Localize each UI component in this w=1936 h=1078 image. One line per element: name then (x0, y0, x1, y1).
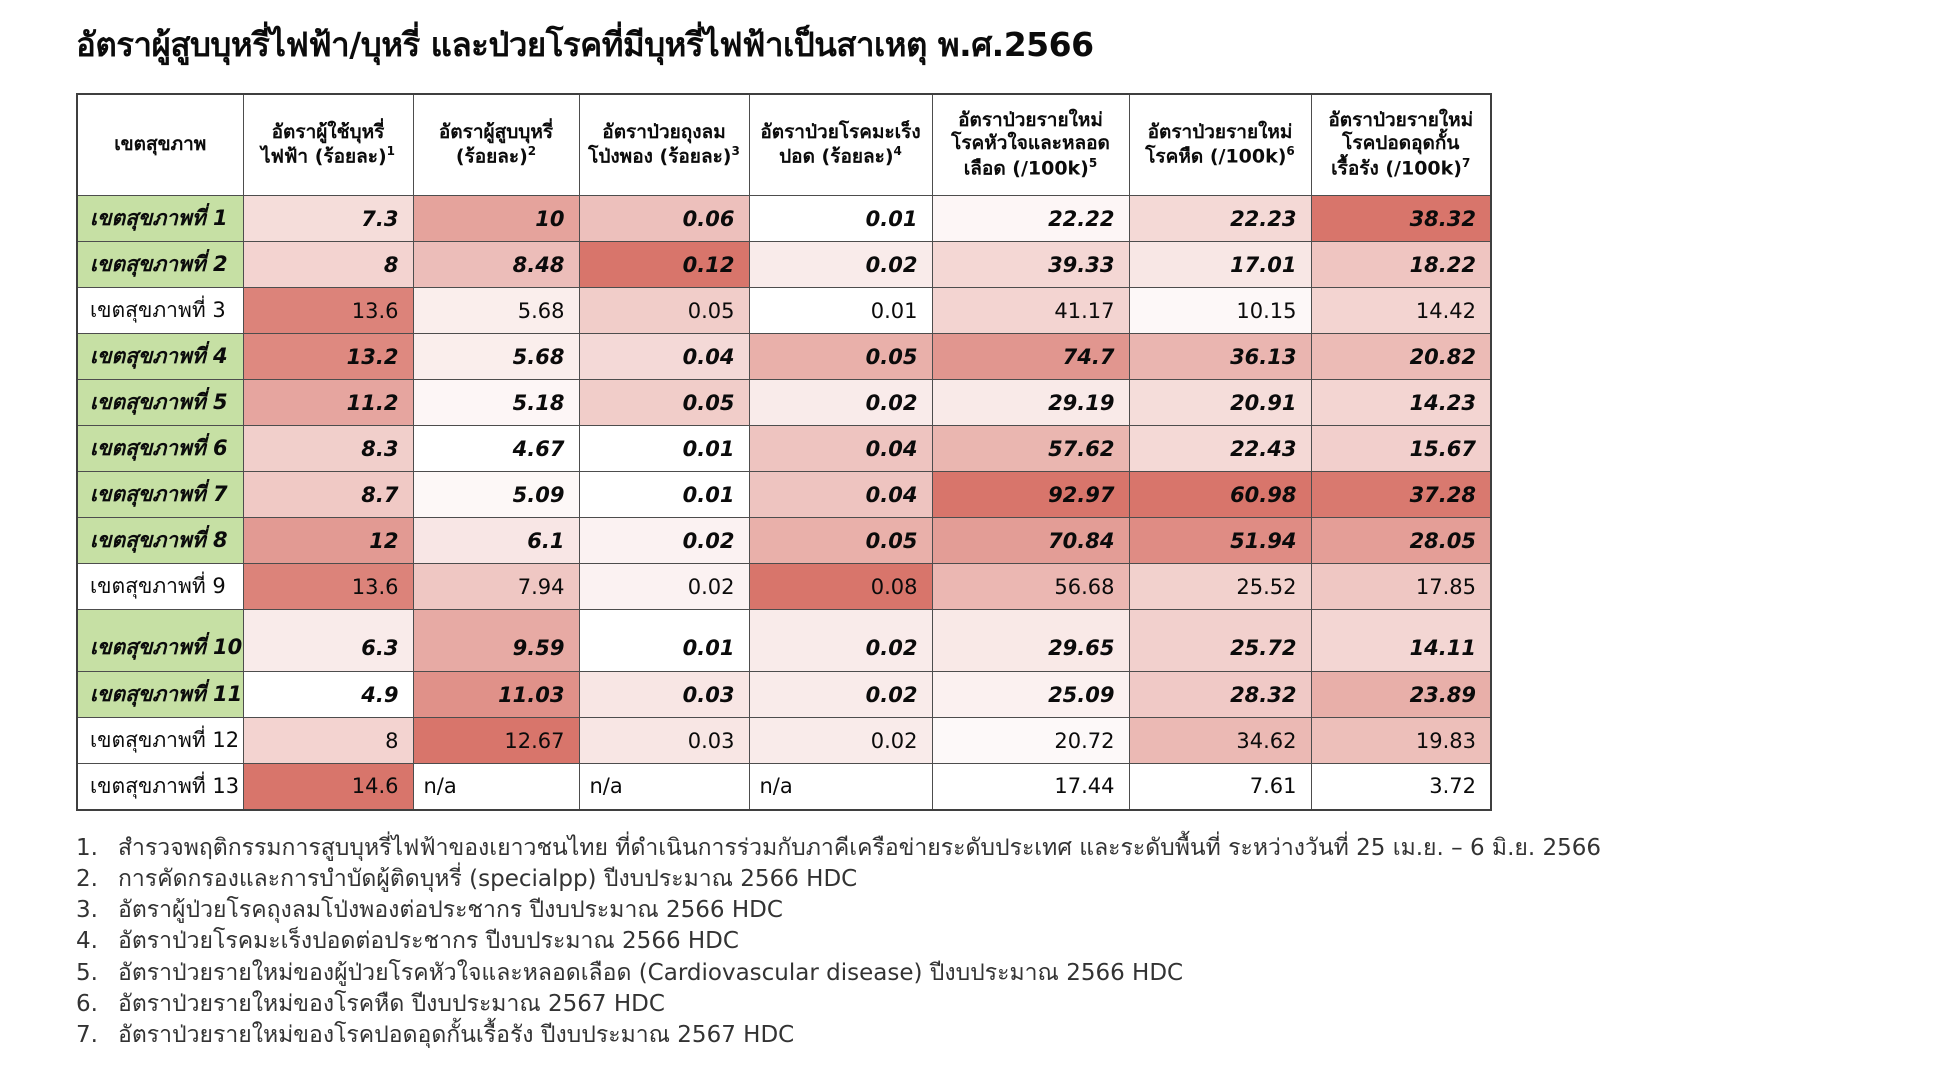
value-cell: 22.23 (1129, 196, 1311, 242)
value-cell: 25.52 (1129, 564, 1311, 610)
column-header-region: เขตสุขภาพ (77, 94, 243, 196)
footnote-text: อัตราป่วยโรคมะเร็งปอดต่อประชากร ปีงบประมาณ 2566 HDC (118, 928, 739, 955)
value-cell: 0.02 (579, 518, 749, 564)
value-cell: 14.23 (1311, 380, 1491, 426)
value-cell: 17.44 (932, 764, 1129, 810)
table-row (77, 518, 1491, 564)
table-header (77, 94, 1491, 196)
footnote-item (76, 958, 1490, 989)
value-cell: 0.04 (749, 472, 932, 518)
value-cell: 37.28 (1311, 472, 1491, 518)
value-cell: n/a (413, 764, 579, 810)
value-cell: 92.97 (932, 472, 1129, 518)
column-header: อัตราป่วยโรคมะเร็ง ปอด (ร้อยละ)$^4$ (749, 94, 932, 196)
table-row (77, 380, 1491, 426)
value-cell: 22.43 (1129, 426, 1311, 472)
value-cell: 7.61 (1129, 764, 1311, 810)
value-cell: 39.33 (932, 242, 1129, 288)
footnote-item (76, 989, 1490, 1020)
column-header: อัตราป่วยรายใหม่ โรคหืด $(/100k)^6$ (1129, 94, 1311, 196)
value-cell: 11.2 (243, 380, 413, 426)
column-header: อัตราผู้ใช้บุหรี่ ไฟฟ้า (ร้อยละ)$^1$ (243, 94, 413, 196)
value-cell: 14.6 (243, 764, 413, 810)
value-cell: 28.05 (1311, 518, 1491, 564)
value-cell: 7.3 (243, 196, 413, 242)
value-cell: 4.9 (243, 672, 413, 718)
value-cell: 7.94 (413, 564, 579, 610)
value-cell: 10.15 (1129, 288, 1311, 334)
column-header: อัตราผู้สูบบุหรี่ (ร้อยละ)$^2$ (413, 94, 579, 196)
table-row (77, 472, 1491, 518)
region-cell: เขตสุขภาพที่ 3 (77, 288, 243, 334)
value-cell: 36.13 (1129, 334, 1311, 380)
table-row (77, 610, 1491, 672)
region-cell: เขตสุขภาพที่ 4 (77, 334, 243, 380)
value-cell: 57.62 (932, 426, 1129, 472)
value-cell: 12.67 (413, 718, 579, 764)
value-cell: 20.72 (932, 718, 1129, 764)
value-cell: 0.01 (579, 426, 749, 472)
footnote-item (76, 1020, 1490, 1051)
value-cell: 13.6 (243, 564, 413, 610)
region-cell: เขตสุขภาพที่ 10 (77, 610, 243, 672)
footnote-text: สำรวจพฤติกรรมการสูบบุหรี่ไฟฟ้าของเยาวชนไทย ที่ดำเนินการร่วมกับภาคีเครือข่ายระดับประเทศ และระดับพื้นที่ ระหว่างวันที่ 25 เม.ย. – 6 มิ.ย. 2566 (118, 834, 1602, 861)
value-cell: 8 (243, 242, 413, 288)
value-cell: 13.2 (243, 334, 413, 380)
value-cell: 17.01 (1129, 242, 1311, 288)
value-cell: 0.02 (579, 564, 749, 610)
value-cell: 0.01 (579, 472, 749, 518)
value-cell: 3.72 (1311, 764, 1491, 810)
footnote-text: อัตราป่วยรายใหม่ของโรคหืด ปีงบประมาณ 2567 HDC (118, 990, 665, 1017)
footnote-number: 1. (76, 834, 98, 861)
value-cell: 41.17 (932, 288, 1129, 334)
heatmap-table (76, 93, 1492, 811)
value-cell: 0.02 (749, 610, 932, 672)
value-cell: 17.85 (1311, 564, 1491, 610)
value-cell: 60.98 (1129, 472, 1311, 518)
table-row (77, 672, 1491, 718)
value-cell: 0.03 (579, 672, 749, 718)
value-cell: 34.62 (1129, 718, 1311, 764)
page-title: อัตราผู้สูบบุหรี่ไฟฟ้า/บุหรี่ และป่วยโรคที่มีบุหรี่ไฟฟ้าเป็นสาเหตุ พ.ศ.2566 (76, 25, 1094, 64)
value-cell: 0.01 (749, 196, 932, 242)
footnote-number: 7. (76, 1022, 98, 1049)
value-cell: 22.22 (932, 196, 1129, 242)
value-cell: 23.89 (1311, 672, 1491, 718)
value-cell: 25.09 (932, 672, 1129, 718)
value-cell: 29.19 (932, 380, 1129, 426)
value-cell: 0.06 (579, 196, 749, 242)
value-cell: 18.22 (1311, 242, 1491, 288)
value-cell: 0.05 (749, 334, 932, 380)
table-body (77, 196, 1491, 810)
region-cell: เขตสุขภาพที่ 1 (77, 196, 243, 242)
value-cell: 6.3 (243, 610, 413, 672)
footnote-number: 6. (76, 990, 98, 1017)
footnote-text: อัตราป่วยรายใหม่ของผู้ป่วยโรคหัวใจและหลอดเลือด (Cardiovascular disease) ปีงบประมาณ 2566 HDC (118, 959, 1184, 986)
table-row (77, 196, 1491, 242)
table-row (77, 764, 1491, 810)
footnote-item (76, 895, 1490, 926)
region-cell: เขตสุขภาพที่ 13 (77, 764, 243, 810)
page (76, 14, 1602, 1051)
footnote-number: 2. (76, 865, 98, 892)
table-row (77, 718, 1491, 764)
value-cell: 15.67 (1311, 426, 1491, 472)
footnote-text: การคัดกรองและการบำบัดผู้ติดบุหรี่ (specialpp) ปีงบประมาณ 2566 HDC (118, 865, 858, 892)
value-cell: 8.7 (243, 472, 413, 518)
region-cell: เขตสุขภาพที่ 12 (77, 718, 243, 764)
region-cell: เขตสุขภาพที่ 7 (77, 472, 243, 518)
value-cell: 0.05 (749, 518, 932, 564)
value-cell: 5.68 (413, 288, 579, 334)
region-cell: เขตสุขภาพที่ 5 (77, 380, 243, 426)
header-row (77, 94, 1491, 196)
value-cell: n/a (579, 764, 749, 810)
value-cell: 74.7 (932, 334, 1129, 380)
region-cell: เขตสุขภาพที่ 11 (77, 672, 243, 718)
footnote-text: อัตราป่วยรายใหม่ของโรคปอดอุดกั้นเรื้อรัง ปีงบประมาณ 2567 HDC (118, 1022, 795, 1049)
value-cell: 20.82 (1311, 334, 1491, 380)
footnote-item (76, 833, 1602, 864)
footnote-number: 3. (76, 897, 98, 924)
value-cell: 8.48 (413, 242, 579, 288)
value-cell: 0.02 (749, 242, 932, 288)
value-cell: 0.04 (579, 334, 749, 380)
table-row (77, 242, 1491, 288)
value-cell: 14.42 (1311, 288, 1491, 334)
value-cell: 0.04 (749, 426, 932, 472)
value-cell: 8.3 (243, 426, 413, 472)
column-header: อัตราป่วยถุงลม โป่งพอง (ร้อยละ)$^3$ (579, 94, 749, 196)
value-cell: 5.18 (413, 380, 579, 426)
value-cell: 0.02 (749, 380, 932, 426)
value-cell: 4.67 (413, 426, 579, 472)
footnote-item (76, 864, 1490, 895)
table-row (77, 564, 1491, 610)
value-cell: 12 (243, 518, 413, 564)
value-cell: 0.02 (749, 718, 932, 764)
region-cell: เขตสุขภาพที่ 9 (77, 564, 243, 610)
value-cell: 20.91 (1129, 380, 1311, 426)
table-row (77, 288, 1491, 334)
column-header: อัตราป่วยรายใหม่ โรคปอดอุดกั้น เรื้อรัง $(/100k)^7$ (1311, 94, 1491, 196)
value-cell: 0.02 (749, 672, 932, 718)
value-cell: 28.32 (1129, 672, 1311, 718)
region-cell: เขตสุขภาพที่ 2 (77, 242, 243, 288)
footnotes (76, 833, 1602, 1052)
table-row (77, 426, 1491, 472)
value-cell: 0.01 (749, 288, 932, 334)
value-cell: 5.09 (413, 472, 579, 518)
value-cell: 0.08 (749, 564, 932, 610)
region-cell: เขตสุขภาพที่ 6 (77, 426, 243, 472)
value-cell: 9.59 (413, 610, 579, 672)
value-cell: 11.03 (413, 672, 579, 718)
footnote-number: 5. (76, 959, 98, 986)
value-cell: 25.72 (1129, 610, 1311, 672)
value-cell: 70.84 (932, 518, 1129, 564)
value-cell: 0.01 (579, 610, 749, 672)
value-cell: 19.83 (1311, 718, 1491, 764)
value-cell: 5.68 (413, 334, 579, 380)
footnote-item (76, 926, 1490, 957)
column-header: อัตราป่วยรายใหม่ โรคหัวใจและหลอด เลือด $(/100k)^5$ (932, 94, 1129, 196)
value-cell: 0.03 (579, 718, 749, 764)
value-cell: n/a (749, 764, 932, 810)
value-cell: 0.05 (579, 380, 749, 426)
footnote-text: อัตราผู้ป่วยโรคถุงลมโป่งพองต่อประชากร ปีงบประมาณ 2566 HDC (118, 897, 783, 924)
value-cell: 10 (413, 196, 579, 242)
value-cell: 6.1 (413, 518, 579, 564)
value-cell: 0.05 (579, 288, 749, 334)
value-cell: 13.6 (243, 288, 413, 334)
value-cell: 38.32 (1311, 196, 1491, 242)
value-cell: 0.12 (579, 242, 749, 288)
footnote-number: 4. (76, 928, 98, 955)
value-cell: 51.94 (1129, 518, 1311, 564)
value-cell: 14.11 (1311, 610, 1491, 672)
table-row (77, 334, 1491, 380)
value-cell: 29.65 (932, 610, 1129, 672)
value-cell: 56.68 (932, 564, 1129, 610)
region-cell: เขตสุขภาพที่ 8 (77, 518, 243, 564)
value-cell: 8 (243, 718, 413, 764)
